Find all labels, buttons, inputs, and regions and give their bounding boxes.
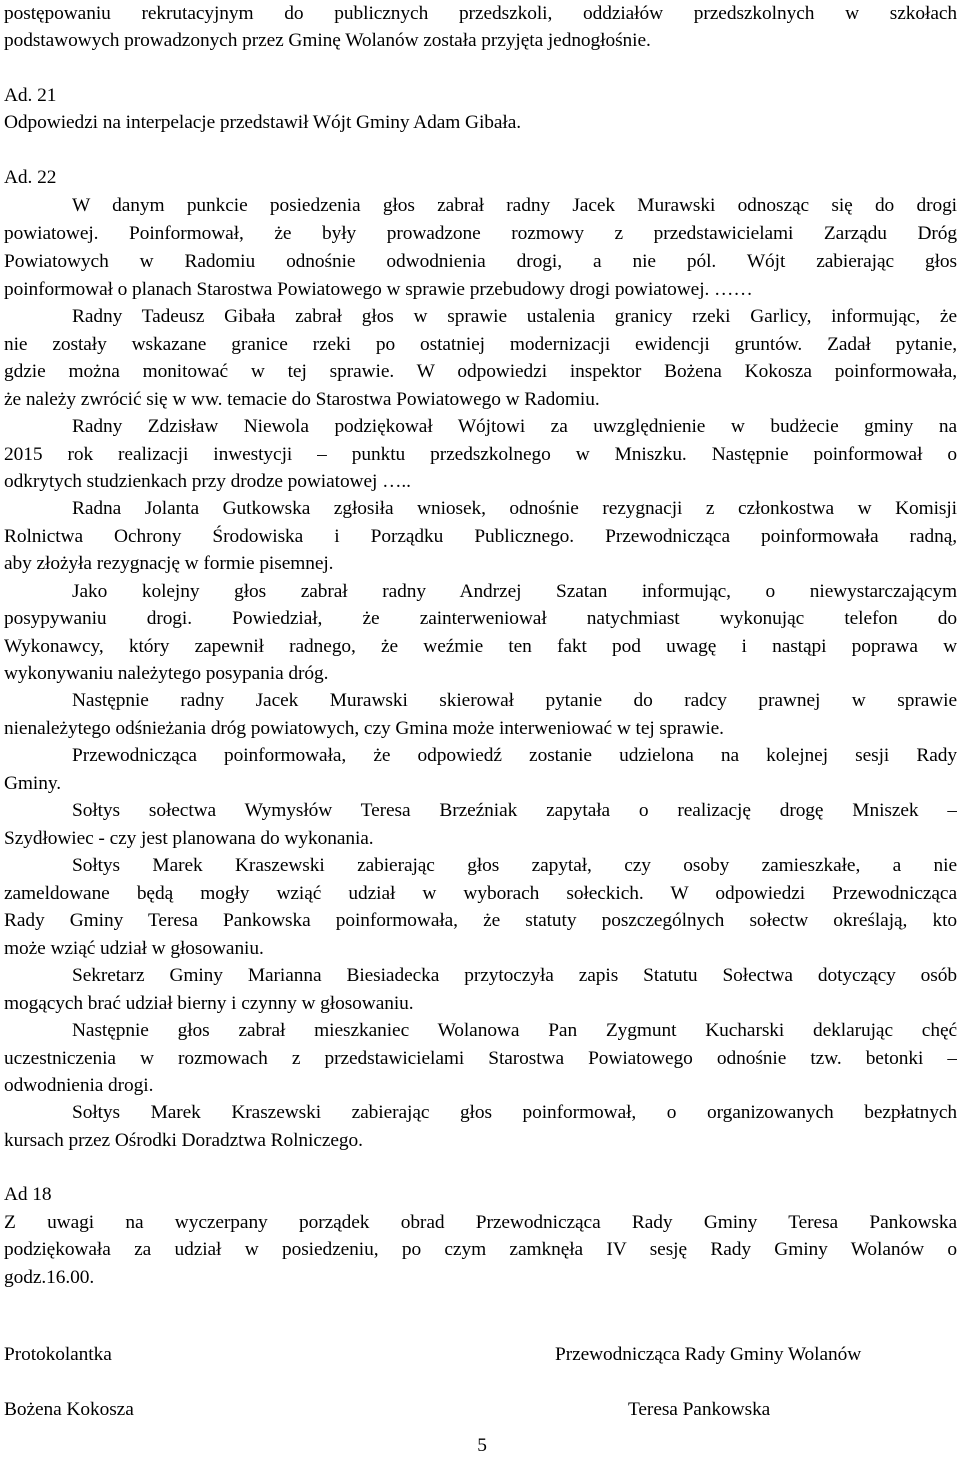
text-line: Rolnictwa Ochrony Środowiska i Porządku Publicznego. Przewodnicząca poinformowała radną, [4, 526, 957, 547]
text-line: poinformował o planach Starostwa Powiatowego w sprawie przebudowy drogi powiatowej. …… [4, 279, 753, 300]
text-line: Następnie głos zabrał mieszkaniec Wolanowa Pan Zygmunt Kucharski deklarując chęć [72, 1020, 957, 1041]
text-line: Wykonawcy, który zapewnił radnego, że weźmie ten fakt pod uwagę i nastąpi poprawa w [4, 636, 957, 657]
text-line: posypywaniu drogi. Powiedział, że zainterweniował natychmiast wykonując telefon do [4, 608, 957, 629]
text-line: Przewodnicząca poinformowała, że odpowiedź zostanie udzielona na kolejnej sesji Rady [72, 745, 957, 766]
text-line: Szydłowiec - czy jest planowana do wykonania. [4, 828, 374, 849]
text-line: Radna Jolanta Gutkowska zgłosiła wniosek, odnośnie rezygnacji z członkostwa w Komisji [72, 498, 957, 519]
text-line: postępowaniu rekrutacyjnym do publicznych przedszkoli, oddziałów przedszkolnych w szkołach [4, 3, 957, 24]
text-line: godz.16.00. [4, 1267, 95, 1288]
text-line: nie zostały wskazane granice rzeki po ostatniej modernizacji ewidencji gruntów. Zadał pytanie, [4, 334, 957, 355]
text-line: Powiatowych w Radomiu odnośnie odwodnienia drogi, a nie pól. Wójt zabierając głos [4, 251, 957, 272]
signature-right-name: Teresa Pankowska [628, 1399, 771, 1420]
text-line: odwodnienia drogi. [4, 1075, 154, 1096]
text-line: zameldowane będą mogły wziąć udział w wyborach sołeckich. W odpowiedzi Przewodnicząca [4, 883, 957, 904]
text-line: Ad. 22 [4, 167, 57, 188]
text-line: mogących brać udział bierny i czynny w głosowaniu. [4, 993, 414, 1014]
text-line: Odpowiedzi na interpelacje przedstawił Wójt Gminy Adam Gibała. [4, 112, 521, 133]
text-line: kursach przez Ośrodki Doradztwa Rolniczego. [4, 1130, 363, 1151]
text-line: wykonywaniu należytego posypania dróg. [4, 663, 329, 684]
text-line: nienależytego odśnieżania dróg powiatowych, czy Gmina może interweniować w tej sprawie. [4, 718, 724, 739]
signature-left-title: Protokolantka [4, 1344, 112, 1365]
text-line: może wziąć udział w głosowaniu. [4, 938, 264, 959]
text-line: Ad 18 [4, 1184, 52, 1205]
text-line: Jako kolejny głos zabrał radny Andrzej Szatan informując, o niewystarczającym [72, 581, 957, 602]
text-line: podziękowała za udział w posiedzeniu, po czym zamknęła IV sesję Rady Gminy Wolanów o [4, 1239, 957, 1260]
text-line: Sołtys Marek Kraszewski zabierając głos zapytał, czy osoby zamieszkałe, a nie [72, 855, 957, 876]
text-line: Sekretarz Gminy Marianna Biesiadecka przytoczyła zapis Statutu Sołectwa dotyczący osób [72, 965, 957, 986]
signature-left-name: Bożena Kokosza [4, 1399, 134, 1420]
text-line: Rady Gminy Teresa Pankowska poinformowała, że statuty poszczególnych sołectw określają, kto [4, 910, 957, 931]
text-line: uczestniczenia w rozmowach z przedstawicielami Starostwa Powiatowego odnośnie tzw. betonki – [4, 1048, 957, 1069]
text-line: 2015 rok realizacji inwestycji – punktu przedszkolnego w Mniszku. Następnie poinformował o [4, 444, 957, 465]
page-number: 5 [477, 1435, 487, 1456]
text-line: Radny Zdzisław Niewola podziękował Wójtowi za uwzględnienie w budżecie gminy na [72, 416, 957, 437]
text-line: podstawowych prowadzonych przez Gminę Wolanów została przyjęta jednogłośnie. [4, 30, 651, 51]
text-line: aby złożyła rezygnację w formie pisemnej. [4, 553, 334, 574]
text-line: odkrytych studzienkach przy drodze powiatowej ….. [4, 471, 411, 492]
text-line: Z uwagi na wyczerpany porządek obrad Przewodnicząca Rady Gminy Teresa Pankowska [4, 1212, 957, 1233]
text-line: Sołtys Marek Kraszewski zabierając głos poinformował, o organizowanych bezpłatnych [72, 1102, 957, 1123]
text-line: Następnie radny Jacek Murawski skierował pytanie do radcy prawnej w sprawie [72, 690, 957, 711]
text-line: powiatowej. Poinformował, że były prowadzone rozmowy z przedstawicielami Zarządu Dróg [4, 223, 957, 244]
text-line: Gminy. [4, 773, 61, 794]
text-line: że należy zwrócić się w ww. temacie do Starostwa Powiatowego w Radomiu. [4, 389, 600, 410]
signature-right-title: Przewodnicząca Rady Gminy Wolanów [555, 1344, 862, 1365]
text-line: Ad. 21 [4, 85, 57, 106]
text-line: Radny Tadeusz Gibała zabrał głos w sprawie ustalenia granicy rzeki Garlicy, informując, że [72, 306, 957, 327]
text-line: Sołtys sołectwa Wymysłów Teresa Brzeźniak zapytała o realizację drogę Mniszek – [72, 800, 957, 821]
text-line: gdzie można monitować w tej sprawie. W odpowiedzi inspektor Bożena Kokosza poinformowała, [4, 361, 957, 382]
text-line: W danym punkcie posiedzenia głos zabrał radny Jacek Murawski odnosząc się do drogi [72, 195, 957, 216]
